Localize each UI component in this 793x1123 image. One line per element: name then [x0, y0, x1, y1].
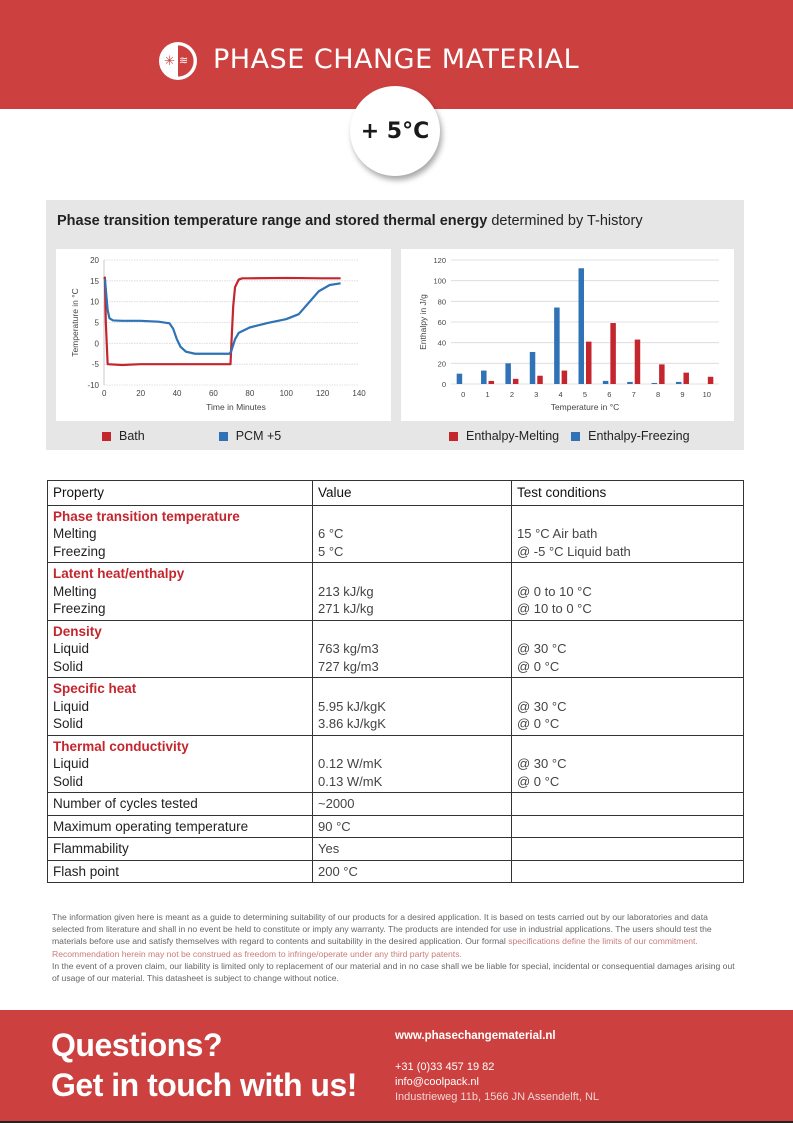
value-line: 6 °C [318, 526, 344, 541]
disclaimer-text [52, 911, 742, 984]
svg-text:0: 0 [102, 389, 107, 398]
cta-line2: Get in touch with us! [51, 1067, 357, 1103]
svg-text:5: 5 [94, 318, 99, 328]
property-cell [48, 678, 313, 736]
property-cell: Number of cycles tested [48, 793, 313, 816]
property-line: Solid [53, 773, 84, 789]
svg-text:Time in Minutes: Time in Minutes [206, 402, 266, 412]
property-line: Solid [53, 658, 84, 674]
cta-line1: Questions? [51, 1027, 223, 1063]
enthalpy-bar-chart [401, 249, 734, 421]
properties-table [47, 480, 744, 883]
spacer [517, 508, 738, 526]
bar-chart-svg [401, 249, 734, 421]
spacer [517, 738, 738, 756]
value-line: 213 kJ/kg [318, 583, 374, 599]
value-cell [313, 563, 512, 621]
svg-text:8: 8 [656, 390, 661, 399]
condition-line: @ 30 °C [517, 698, 567, 714]
svg-text:5: 5 [582, 390, 588, 399]
value-cell [313, 735, 512, 793]
svg-text:120: 120 [433, 256, 446, 265]
legend-label: PCM +5 [235, 429, 282, 443]
header-property: Property [48, 481, 313, 506]
value-line: 5.95 kJ/kgK [318, 698, 386, 714]
value-line: 0.12 W/mK [318, 756, 383, 771]
table-row [48, 838, 744, 861]
condition-line: @ 30 °C [517, 756, 567, 771]
legend-swatch-blue [571, 432, 580, 441]
svg-text:4: 4 [558, 390, 563, 399]
legend-label: Enthalpy-Melting [466, 429, 560, 443]
disclaimer-part1: The information given here is meant as a guide to determining suitability of our products for a desired application. It is based on tests carried out by our laboratories and data selected from literature and shall in no event be held to constitute or imply any warranty. The products are intended for use in industrial applications. The users should test the materials before use and satisfy themselves with regard to contents and suitability in the desired application. Our formal [52, 912, 712, 947]
table-row [48, 860, 744, 883]
condition-line: @ 0 °C [517, 716, 560, 731]
spacer [318, 508, 506, 526]
svg-text:9: 9 [680, 390, 685, 399]
svg-text:Enthalpy in J/g: Enthalpy in J/g [418, 294, 428, 350]
spacer [517, 623, 738, 641]
value-line: 727 kg/m3 [318, 658, 379, 674]
spacer [517, 680, 738, 698]
svg-text:40: 40 [437, 338, 446, 348]
value-cell: 200 °C [313, 860, 512, 883]
group-title: Density [53, 623, 102, 639]
property-cell [48, 563, 313, 621]
address: Industrieweg 11b, 1566 JN Assendelft, NL [395, 1091, 600, 1103]
property-cell [48, 620, 313, 678]
svg-text:0: 0 [461, 390, 466, 399]
condition-line: @ 10 to 0 °C [517, 601, 592, 616]
group-title: Thermal conductivity [53, 738, 189, 754]
svg-text:40: 40 [172, 389, 182, 398]
charts-title [57, 213, 643, 229]
property-line: Freezing [53, 543, 106, 559]
condition-cell [512, 563, 744, 621]
legend-item-freezing [571, 429, 689, 443]
condition-cell [512, 793, 744, 816]
temperature-badge: + 5°C [350, 86, 440, 176]
charts-title-bold: Phase transition temperature range and stored thermal energy [57, 213, 488, 229]
svg-text:20: 20 [437, 359, 446, 369]
property-line: Liquid [53, 756, 90, 771]
website-link[interactable]: www.phasechangematerial.nl [395, 1030, 556, 1042]
value-cell [313, 620, 512, 678]
legend-item-melting [449, 429, 559, 443]
footer-cta [51, 1025, 357, 1105]
line-chart-legend [102, 429, 281, 443]
value-cell [313, 505, 512, 563]
property-line: Liquid [53, 698, 90, 714]
table-row-group [48, 678, 744, 736]
property-line: Melting [53, 526, 97, 541]
spacer [318, 565, 506, 583]
legend-label: Enthalpy-Freezing [588, 429, 690, 443]
group-title: Latent heat/enthalpy [53, 566, 185, 581]
svg-text:3: 3 [534, 390, 539, 399]
logo [159, 42, 197, 80]
legend-label: Bath [119, 429, 145, 443]
property-line: Liquid [53, 641, 90, 656]
table-header-row [48, 481, 744, 506]
svg-text:0: 0 [94, 339, 99, 349]
condition-cell [512, 620, 744, 678]
svg-text:60: 60 [437, 318, 446, 327]
condition-line: @ -5 °C Liquid bath [517, 543, 631, 559]
email-link[interactable]: info@coolpack.nl [395, 1076, 479, 1088]
svg-text:0: 0 [441, 380, 446, 389]
table-row-group [48, 735, 744, 793]
charts-title-rest: determined by T-history [487, 213, 643, 229]
value-line: 763 kg/m3 [318, 641, 379, 656]
condition-line: @ 30 °C [517, 641, 567, 656]
spacer [517, 565, 738, 583]
property-cell: Flammability [48, 838, 313, 861]
header-value: Value [313, 481, 512, 506]
condition-cell [512, 860, 744, 883]
heat-waves-icon: ≋ [179, 55, 189, 67]
svg-text:80: 80 [245, 389, 255, 398]
condition-line: @ 0 °C [517, 658, 560, 674]
svg-text:10: 10 [702, 390, 711, 399]
condition-cell [512, 838, 744, 861]
condition-cell [512, 505, 744, 563]
disclaimer-highlight: specifications define the limits of our commitment. Recommendation herein may not be construed as freedom to infringe/operate under any third party patents. [52, 936, 698, 959]
footer-banner [0, 1010, 793, 1123]
legend-item-pcm [219, 429, 282, 443]
svg-text:-10: -10 [87, 381, 99, 390]
property-cell: Maximum operating temperature [48, 815, 313, 838]
property-cell: Flash point [48, 860, 313, 883]
svg-text:20: 20 [136, 389, 146, 398]
phone-number[interactable]: +31 (0)33 457 19 82 [395, 1061, 495, 1073]
svg-text:15: 15 [90, 276, 99, 286]
value-line: 0.13 W/mK [318, 773, 383, 789]
spacer [318, 680, 506, 698]
svg-text:6: 6 [607, 390, 612, 399]
condition-line: @ 0 °C [517, 773, 560, 789]
spacer [318, 738, 506, 756]
value-line: 271 kJ/kg [318, 601, 374, 616]
charts-panel [46, 200, 744, 450]
header-conditions: Test conditions [512, 481, 744, 506]
legend-swatch-red [449, 432, 458, 441]
svg-text:10: 10 [90, 297, 99, 307]
legend-swatch-blue [219, 432, 228, 441]
svg-text:100: 100 [433, 276, 446, 286]
condition-cell [512, 815, 744, 838]
value-cell: 90 °C [313, 815, 512, 838]
table-row [48, 815, 744, 838]
line-chart-svg [56, 249, 391, 421]
property-line: Freezing [53, 601, 106, 616]
spacer [318, 623, 506, 641]
svg-text:60: 60 [208, 389, 218, 398]
temperature-line-chart [56, 249, 391, 421]
svg-text:-5: -5 [91, 360, 99, 370]
disclaimer-part2: In the event of a proven claim, our liability is limited only to replacement of our material and in no case shall we be liable for special, incidental or consequential damages arising out of usage of our material. This datasheet is subject to change without notice. [52, 960, 735, 984]
table-row-group [48, 620, 744, 678]
svg-text:20: 20 [90, 256, 99, 265]
table-row [48, 793, 744, 816]
svg-text:2: 2 [509, 390, 514, 399]
svg-text:80: 80 [437, 297, 446, 307]
brand-title: PHASE CHANGE MATERIAL [213, 44, 580, 75]
property-line: Solid [53, 716, 84, 731]
group-title: Specific heat [53, 681, 137, 696]
svg-text:100: 100 [279, 389, 293, 398]
svg-text:140: 140 [352, 389, 366, 398]
value-cell: ~2000 [313, 793, 512, 816]
bar-chart-legend [449, 429, 690, 443]
condition-cell [512, 735, 744, 793]
table-row-group [48, 505, 744, 563]
property-cell [48, 505, 313, 563]
svg-text:7: 7 [631, 390, 636, 399]
group-title: Phase transition temperature [53, 508, 240, 524]
condition-line: 15 °C Air bath [517, 526, 598, 541]
svg-text:Temperature in °C: Temperature in °C [550, 402, 620, 412]
legend-swatch-red [102, 432, 111, 441]
value-cell: Yes [313, 838, 512, 861]
property-cell [48, 735, 313, 793]
value-line: 3.86 kJ/kgK [318, 716, 386, 731]
svg-text:1: 1 [485, 390, 490, 399]
property-line: Melting [53, 583, 97, 599]
condition-line: @ 0 to 10 °C [517, 583, 592, 599]
snowflake-icon: ✳ [164, 53, 175, 68]
value-line: 5 °C [318, 543, 344, 559]
value-cell [313, 678, 512, 736]
svg-text:120: 120 [315, 389, 330, 398]
legend-item-bath [102, 429, 145, 443]
svg-text:Temperature in °C: Temperature in °C [70, 288, 80, 357]
condition-cell [512, 678, 744, 736]
table-row-group [48, 563, 744, 621]
